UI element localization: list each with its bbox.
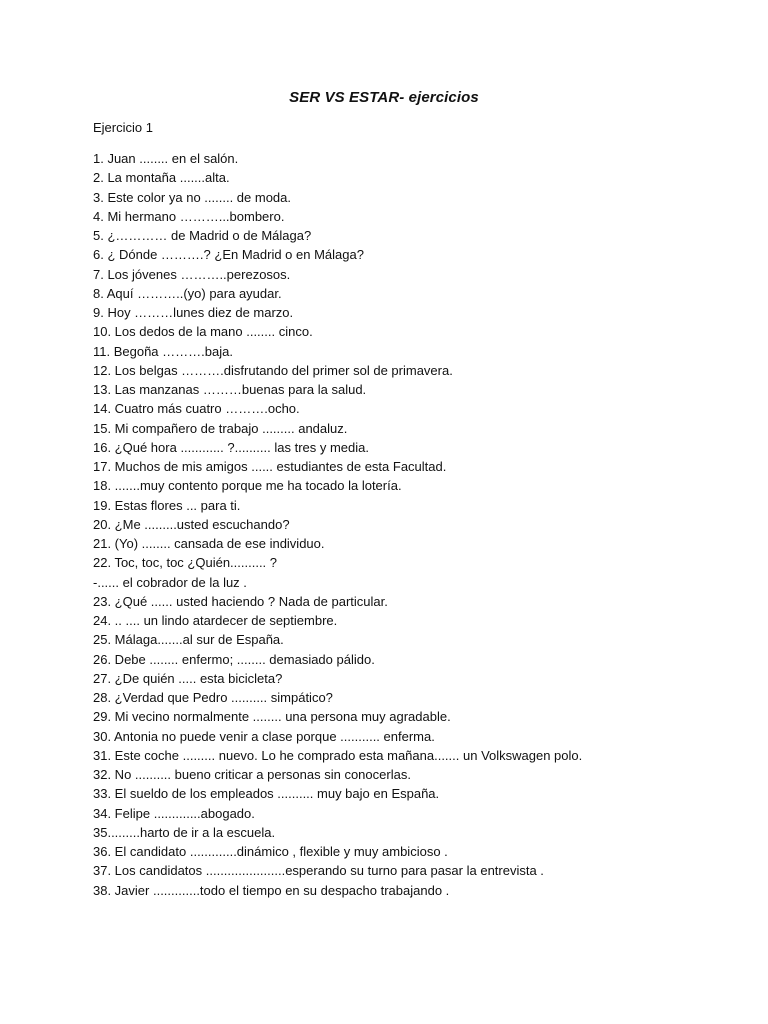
exercise-line: 13. Las manzanas ………buenas para la salud. [93, 382, 367, 397]
exercise-line: 10. Los dedos de la mano ........ cinco. [93, 324, 313, 340]
document-title: SER VS ESTAR- ejercicios [289, 89, 479, 106]
exercise-line: 37. Los candidatos ......................esperando su turno para pasar la entrevista . [93, 863, 544, 879]
exercise-line: 22. Toc, toc, toc ¿Quién.......... ? [93, 555, 278, 571]
exercise-line: 30. Antonia no puede venir a clase porque ........... enferma. [93, 728, 435, 744]
exercise-line: 14. Cuatro más cuatro ……….ocho. [93, 401, 300, 417]
exercise-line: 5. ¿………… de Madrid o de Málaga? [93, 228, 312, 243]
exercise-line: 4. Mi hermano ………...bombero. [93, 208, 285, 224]
exercise-line: 20. ¿Me .........usted escuchando? [93, 516, 290, 532]
exercise-line: 7. Los jóvenes ………..perezosos. [93, 266, 291, 282]
exercise-line: 8. Aquí ………..(yo) para ayudar. [93, 285, 282, 301]
exercise-line: 3. Este color ya no ........ de moda. [93, 189, 291, 205]
exercise-line: 12. Los belgas ……….disfrutando del primer sol de primavera. [93, 362, 453, 378]
exercise-line: 1. Juan ........ en el salón. [93, 151, 239, 166]
exercise-line: 29. Mi vecino normalmente ........ una persona muy agradable. [93, 709, 451, 725]
exercise-line: 25. Málaga.......al sur de España. [93, 632, 284, 648]
exercise-line: 23. ¿Qué ...... usted haciendo ? Nada de particular. [93, 593, 388, 609]
exercise-line: -...... el cobrador de la luz . [93, 574, 247, 590]
exercise-line: 26. Debe ........ enfermo; ........ demasiado pálido. [93, 651, 375, 667]
exercise-line: 11. Begoña ……….baja. [93, 343, 233, 359]
exercise-line: 28. ¿Verdad que Pedro .......... simpático? [93, 690, 333, 705]
exercise-line: 16. ¿Qué hora ............ ?.......... las tres y media. [93, 439, 369, 455]
exercise-list [93, 149, 733, 900]
exercise-line: 17. Muchos de mis amigos ...... estudiantes de esta Facultad. [93, 459, 447, 474]
exercise-line: 19. Estas flores ... para ti. [93, 497, 241, 513]
exercise-line: 34. Felipe .............abogado. [93, 805, 255, 821]
exercise-line: 2. La montaña .......alta. [93, 170, 230, 186]
exercise-line: 9. Hoy ………lunes diez de marzo. [93, 305, 294, 320]
exercise-line: 21. (Yo) ........ cansada de ese individuo. [93, 536, 325, 551]
exercise-line: 38. Javier .............todo el tiempo en su despacho trabajando . [93, 882, 450, 898]
exercise-line: 32. No .......... bueno criticar a personas sin conocerlas. [93, 767, 411, 782]
exercise-line: 36. El candidato .............dinámico , flexible y muy ambicioso . [93, 844, 448, 859]
exercise-heading: Ejercicio 1 [93, 120, 153, 135]
exercise-line: 33. El sueldo de los empleados .......... muy bajo en España. [93, 786, 440, 802]
exercise-line: 18. .......muy contento porque me ha tocado la lotería. [93, 478, 402, 494]
exercise-line: 6. ¿ Dónde ……….? ¿En Madrid o en Málaga? [93, 247, 364, 263]
exercise-line: 27. ¿De quién ..... esta bicicleta? [93, 670, 283, 686]
exercise-line: 24. .. .... un lindo atardecer de septiembre. [93, 613, 338, 628]
exercise-line: 15. Mi compañero de trabajo ......... andaluz. [93, 420, 348, 436]
exercise-line: 31. Este coche ......... nuevo. Lo he comprado esta mañana....... un Volkswagen polo. [93, 747, 583, 763]
exercise-line: 35.........harto de ir a la escuela. [93, 824, 276, 840]
